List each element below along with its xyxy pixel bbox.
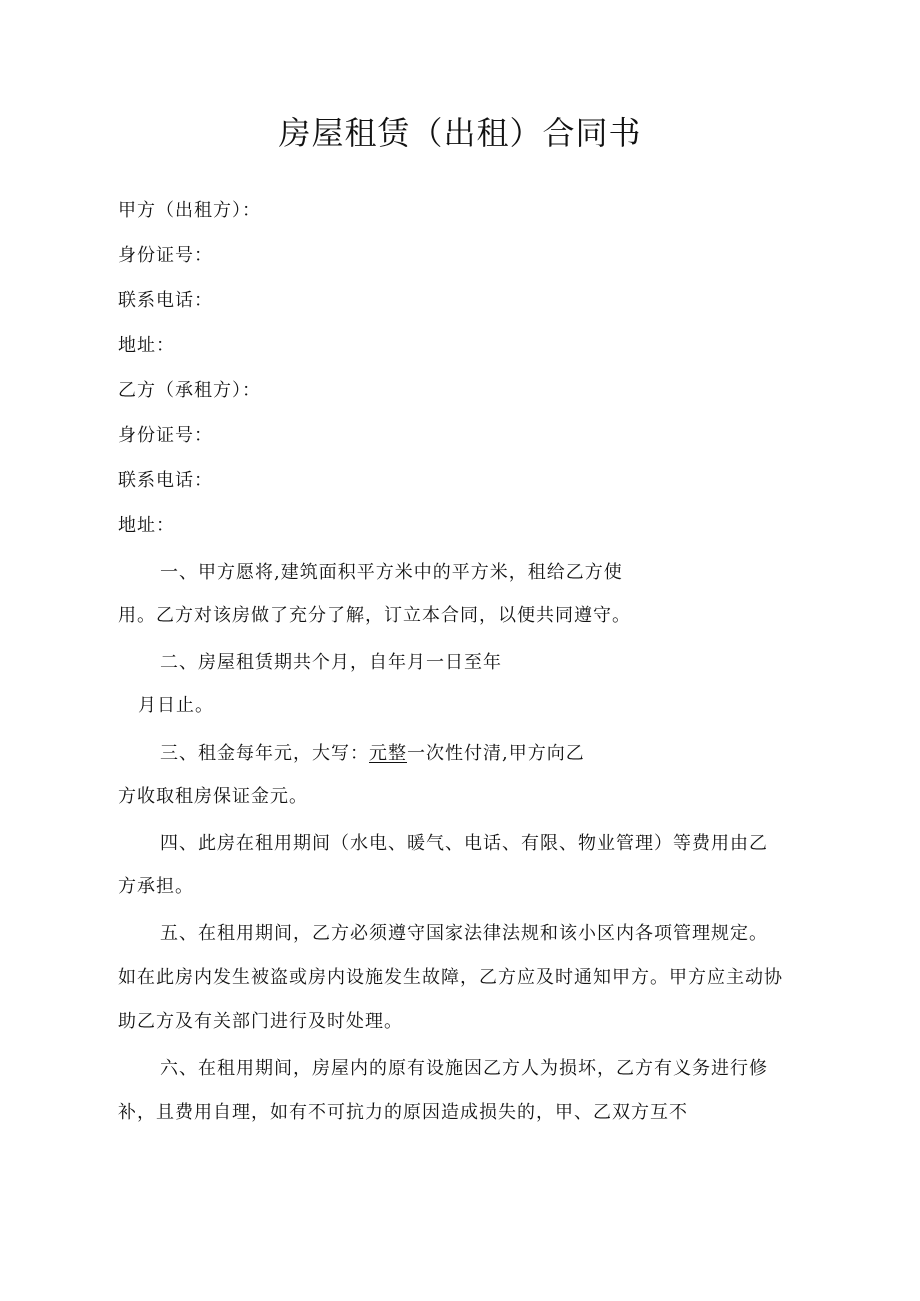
clause-1-line-2: 用。乙方对该房做了充分了解，订立本合同，以便共同遵守。: [118, 605, 631, 626]
lessee-label: 乙方（承租方）：: [118, 380, 261, 401]
lessee-address-label: 地址：: [118, 515, 175, 536]
clause-5-line-1: 五、在租用期间，乙方必须遵守国家法律法规和该小区内各项管理规定。: [160, 923, 768, 944]
clause-1-line-1: 一、甲方愿将,建筑面积平方米中的平方米，租给乙方使: [160, 562, 623, 583]
clause-3-line-1: [160, 742, 860, 766]
clause-2-line-2: 月日止。: [138, 695, 214, 716]
clause-4-line-2: 方承担。: [118, 876, 194, 897]
lessee-phone-label: 联系电话：: [118, 470, 213, 491]
lessor-phone-label: 联系电话：: [118, 290, 213, 311]
clause-6-line-1: 六、在租用期间，房屋内的原有设施因乙方人为损坏，乙方有义务进行修: [160, 1058, 768, 1079]
lessor-address-label: 地址：: [118, 335, 175, 356]
clause-3-underlined-amount: 元整: [369, 743, 407, 764]
clause-6-line-2: 补，且费用自理，如有不可抗力的原因造成损失的，甲、乙双方互不: [118, 1102, 688, 1123]
clause-5-line-3: 助乙方及有关部门进行及时处理。: [118, 1011, 403, 1032]
lessor-id-label: 身份证号：: [118, 245, 213, 266]
clause-5-line-2: 如在此房内发生被盗或房内设施发生故障，乙方应及时通知甲方。甲方应主动协: [118, 967, 783, 988]
clause-3-text-a: 三、租金每年元，大写：: [160, 743, 369, 764]
lessor-label: 甲方（出租方）：: [118, 200, 261, 221]
document-title: 房屋租赁（出租）合同书: [278, 114, 642, 152]
clause-4-line-1: 四、此房在租用期间（水电、暖气、电话、有限、物业管理）等费用由乙: [160, 833, 768, 854]
clause-2-line-1: 二、房屋租赁期共个月，自年月一日至年: [160, 652, 502, 673]
lessee-id-label: 身份证号：: [118, 425, 213, 446]
clause-3-line-2: 方收取租房保证金元。: [118, 786, 308, 807]
clause-3-text-b: 一次性付清,甲方向乙: [407, 743, 585, 764]
